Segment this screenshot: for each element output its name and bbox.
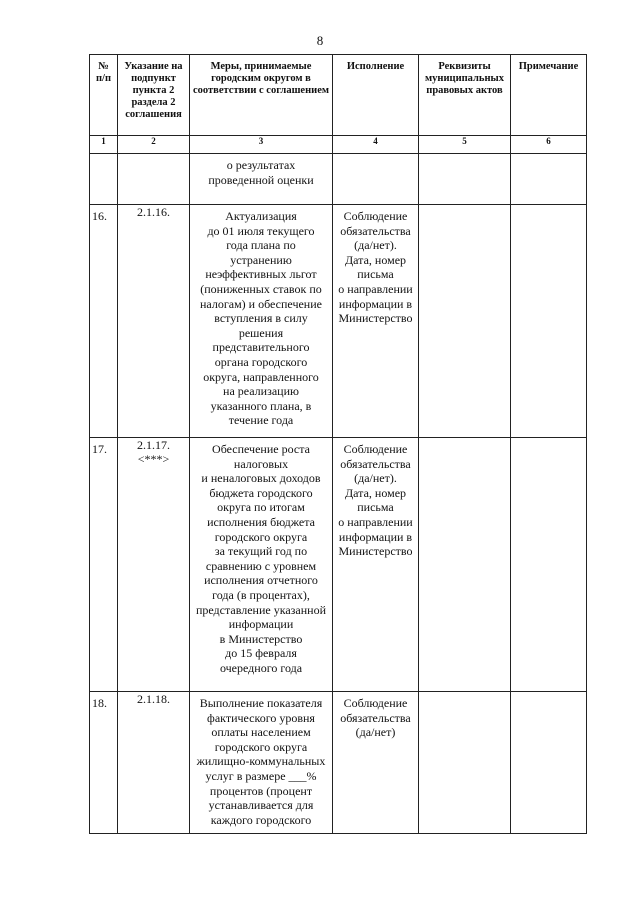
- table-row: [90, 692, 587, 834]
- table-row: [90, 205, 587, 438]
- measure-cell: Выполнение показателя фактического уровня оплаты населением городского округа жилищно-коммунальных услуг в размере ___% процентов (процент устанавливается для каждого городского: [190, 692, 333, 834]
- column-number: 2: [118, 136, 190, 154]
- header-measures: Меры, принимаемые городским округом в соответствии с соглашением: [190, 55, 333, 136]
- legal-acts-cell: [419, 692, 511, 834]
- column-number: 6: [511, 136, 587, 154]
- header-execution: Исполнение: [333, 55, 419, 136]
- agreement-measures-table: [89, 54, 587, 834]
- header-agreement-reference: Указание на подпункт пункта 2 раздела 2 соглашения: [118, 55, 190, 136]
- row-number: 16.: [90, 205, 118, 438]
- legal-acts-cell: [419, 205, 511, 438]
- column-number: 4: [333, 136, 419, 154]
- header-number: № п/п: [90, 55, 118, 136]
- column-number: 5: [419, 136, 511, 154]
- note-cell: [511, 692, 587, 834]
- measure-cell: о результатах проведенной оценки: [190, 154, 333, 205]
- column-numbers-row: [90, 136, 587, 154]
- header-legal-acts: Реквизиты муниципальных правовых актов: [419, 55, 511, 136]
- measure-cell: Актуализация до 01 июля текущего года плана по устранению неэффективных льгот (пониженных ставок по налогам) и обеспечение вступления в силу решения представительного органа городского округа, направленного на реализацию указанного плана, в течение года: [190, 205, 333, 438]
- table-row: [90, 438, 587, 692]
- execution-cell: Соблюдение обязательства (да/нет). Дата, номер письма о направлении информации в Министерство: [333, 438, 419, 692]
- table-header-row: [90, 55, 587, 136]
- agreement-reference: 2.1.18.: [118, 692, 190, 834]
- column-number: 1: [90, 136, 118, 154]
- continuation-row: [90, 154, 587, 205]
- agreement-reference: 2.1.16.: [118, 205, 190, 438]
- execution-cell: Соблюдение обязательства (да/нет). Дата, номер письма о направлении информации в Министерство: [333, 205, 419, 438]
- column-number: 3: [190, 136, 333, 154]
- header-note: Примечание: [511, 55, 587, 136]
- note-cell: [511, 438, 587, 692]
- note-cell: [511, 205, 587, 438]
- legal-acts-cell: [419, 438, 511, 692]
- row-number: 17.: [90, 438, 118, 692]
- execution-cell: Соблюдение обязательства (да/нет): [333, 692, 419, 834]
- row-number: 18.: [90, 692, 118, 834]
- page-number: 8: [316, 33, 324, 48]
- agreement-reference: 2.1.17. <***>: [118, 438, 190, 692]
- measure-cell: Обеспечение роста налоговых и неналоговых доходов бюджета городского округа по итогам исполнения бюджета городского округа за текущий год по сравнению с уровнем исполнения отчетного года (в процентах), представление указанной информации в Министерство до 15 февраля очередного года: [190, 438, 333, 692]
